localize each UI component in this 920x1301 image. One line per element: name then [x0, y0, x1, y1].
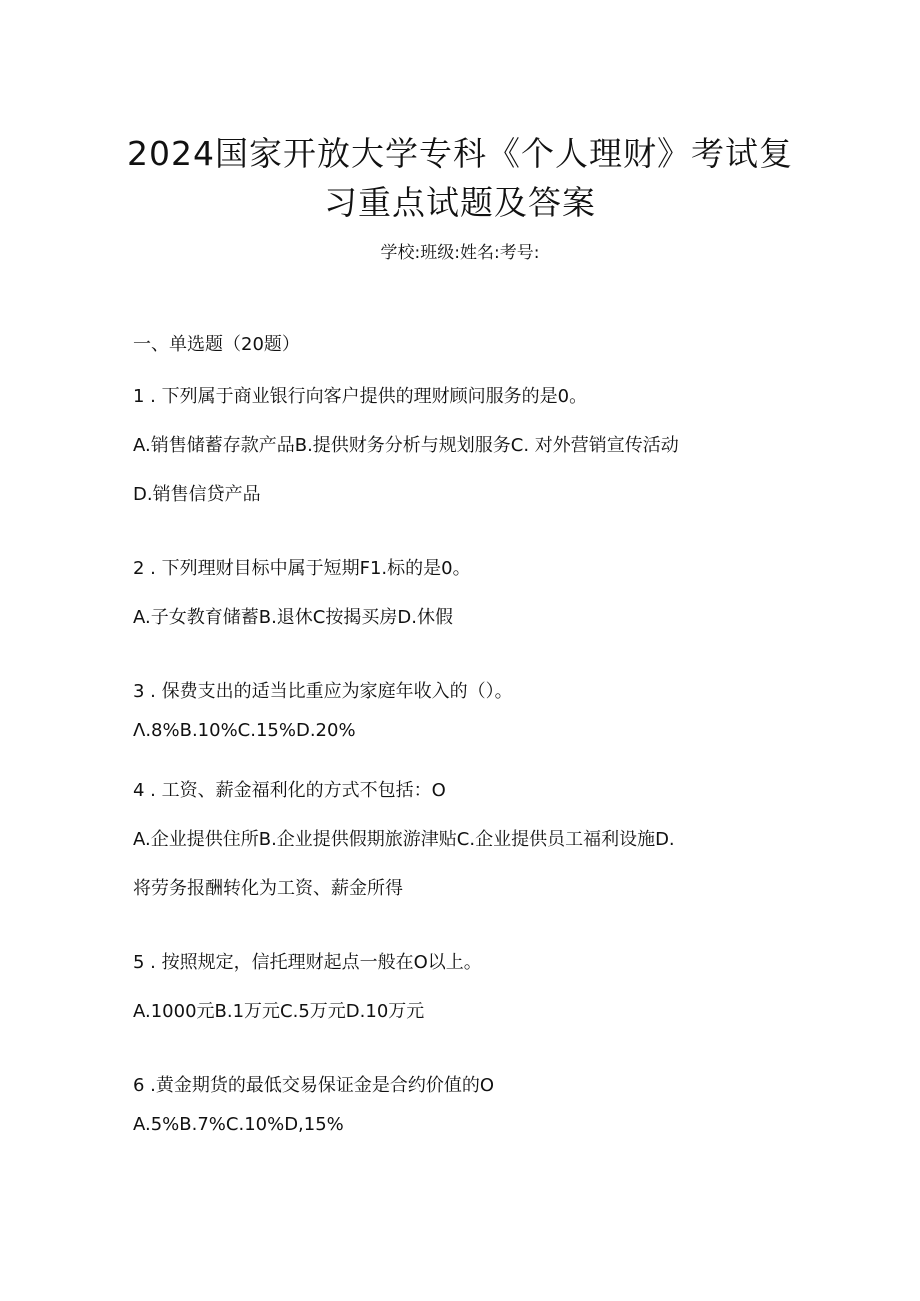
question-1-stem: 1 . 下列属于商业银行向客户提供的理财顾问服务的是0。: [133, 386, 588, 407]
question-4-options-line-2: 将劳务报酬转化为工资、薪金所得: [133, 878, 403, 899]
document-title-line-2: 习重点试题及答案: [324, 183, 596, 222]
question-2-options: A.子女教育储蓄B.退休C按揭买房D.休假: [133, 607, 453, 628]
question-5-options: A.1000元B.1万元C.5万元D.10万元: [133, 1001, 425, 1022]
question-6-options: A.5%B.7%C.10%D,15%: [133, 1114, 344, 1135]
document-title-line-1: 2024国家开放大学专科《个人理财》考试复: [127, 134, 793, 173]
question-1-options-line-2: D.销售信贷产品: [133, 484, 261, 505]
question-4-stem: 4 . 工资、薪金福利化的方式不包括：O: [133, 780, 446, 801]
question-2-stem: 2 . 下列理财目标中属于短期F1.标的是0。: [133, 558, 471, 579]
question-5-stem: 5 . 按照规定，信托理财起点一般在O以上。: [133, 952, 482, 973]
section-heading: 一、单选题（20题）: [133, 334, 300, 355]
question-1-options-line-1: A.销售储蓄存款产品B.提供财务分析与规划服务C. 对外营销宣传活动: [133, 435, 679, 456]
question-4-options-line-1: A.企业提供住所B.企业提供假期旅游津贴C.企业提供员工福利设施D.: [133, 829, 675, 850]
question-6-stem: 6 .黄金期货的最低交易保证金是合约价值的O: [133, 1075, 495, 1096]
student-info-line: 学校:班级:姓名:考号:: [380, 243, 540, 263]
question-3-options: Λ.8%B.10%C.15%D.20%: [133, 720, 356, 741]
question-3-stem: 3 . 保费支出的适当比重应为家庭年收入的（）。: [133, 681, 513, 702]
